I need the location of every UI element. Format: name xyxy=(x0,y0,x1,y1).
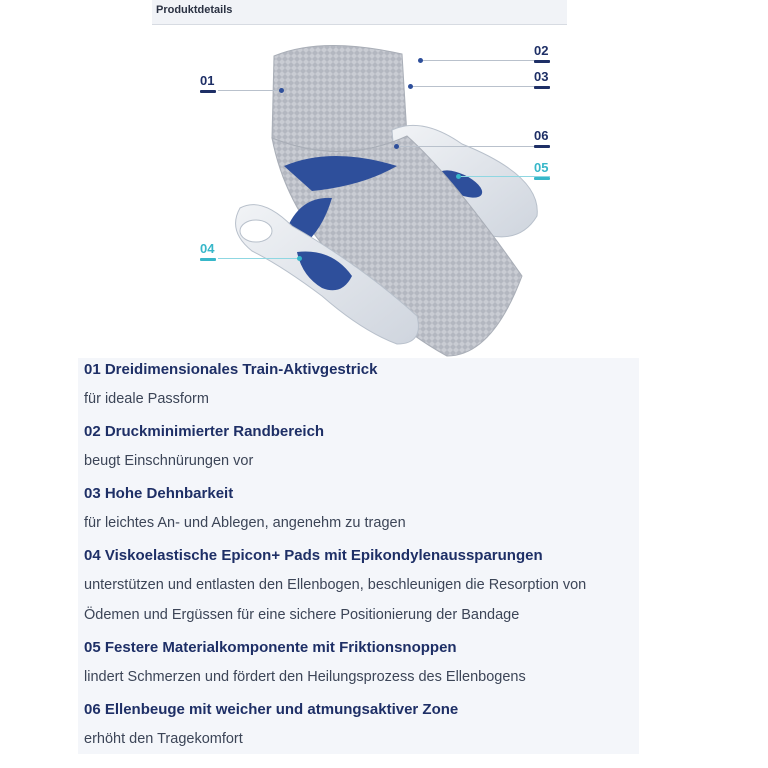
section-header xyxy=(152,0,567,25)
callout-dot-04 xyxy=(297,256,302,261)
callout-dot-06 xyxy=(394,144,399,149)
leader-04 xyxy=(218,258,298,259)
section-title: Produktdetails xyxy=(156,4,233,16)
leader-01 xyxy=(218,90,280,91)
feature-item-04 xyxy=(84,547,635,630)
feature-description: für leichtes An- und Ablegen, angenehm zu tragen xyxy=(84,515,406,531)
callout-number: 06 xyxy=(534,128,549,143)
feature-title: 01 Dreidimensionales Train-Aktivgestrick xyxy=(84,361,378,378)
callout-02 xyxy=(534,43,550,63)
feature-title: 02 Druckminimierter Randbereich xyxy=(84,423,325,440)
feature-description: beugt Einschnürungen vor xyxy=(84,453,254,469)
callout-number: 05 xyxy=(534,160,549,175)
callout-number: 02 xyxy=(534,43,549,58)
callout-03 xyxy=(534,69,550,89)
callout-dot-02 xyxy=(418,58,423,63)
feature-title: 05 Festere Materialkomponente mit Friktionsnoppen xyxy=(84,639,457,656)
leader-06 xyxy=(398,146,550,147)
callout-number: 01 xyxy=(200,73,215,88)
callout-dot-01 xyxy=(279,88,284,93)
callout-dot-05 xyxy=(456,174,461,179)
callout-06 xyxy=(534,128,550,148)
feature-title: 04 Viskoelastische Epicon+ Pads mit Epikondylenaussparungen xyxy=(84,547,543,564)
feature-item-02 xyxy=(84,423,635,476)
callout-01 xyxy=(200,73,216,93)
callout-dot-03 xyxy=(408,84,413,89)
feature-item-06 xyxy=(84,701,635,754)
feature-item-01 xyxy=(84,361,635,414)
elbow-brace-illustration xyxy=(192,26,562,358)
feature-list xyxy=(78,358,639,754)
sleeve-upper xyxy=(272,45,407,151)
leader-03 xyxy=(412,86,550,87)
feature-item-03 xyxy=(84,485,635,538)
feature-description: lindert Schmerzen und fördert den Heilungsprozess des Ellenbogens xyxy=(84,669,526,685)
feature-title: 03 Hohe Dehnbarkeit xyxy=(84,485,234,502)
feature-item-05 xyxy=(84,639,635,692)
callout-number: 03 xyxy=(534,69,549,84)
callout-04 xyxy=(200,241,216,261)
feature-description: unterstützen und entlasten den Ellenbogen, beschleunigen die Resorption von Ödemen und Ergüssen für eine sichere Positionierung der Bandage xyxy=(84,577,587,623)
feature-description: erhöht den Tragekomfort xyxy=(84,731,243,747)
leader-02 xyxy=(422,60,550,61)
callout-05 xyxy=(534,160,550,180)
callout-number: 04 xyxy=(200,241,215,256)
feature-description: für ideale Passform xyxy=(84,391,209,407)
feature-title: 06 Ellenbeuge mit weicher und atmungsaktiver Zone xyxy=(84,701,459,718)
